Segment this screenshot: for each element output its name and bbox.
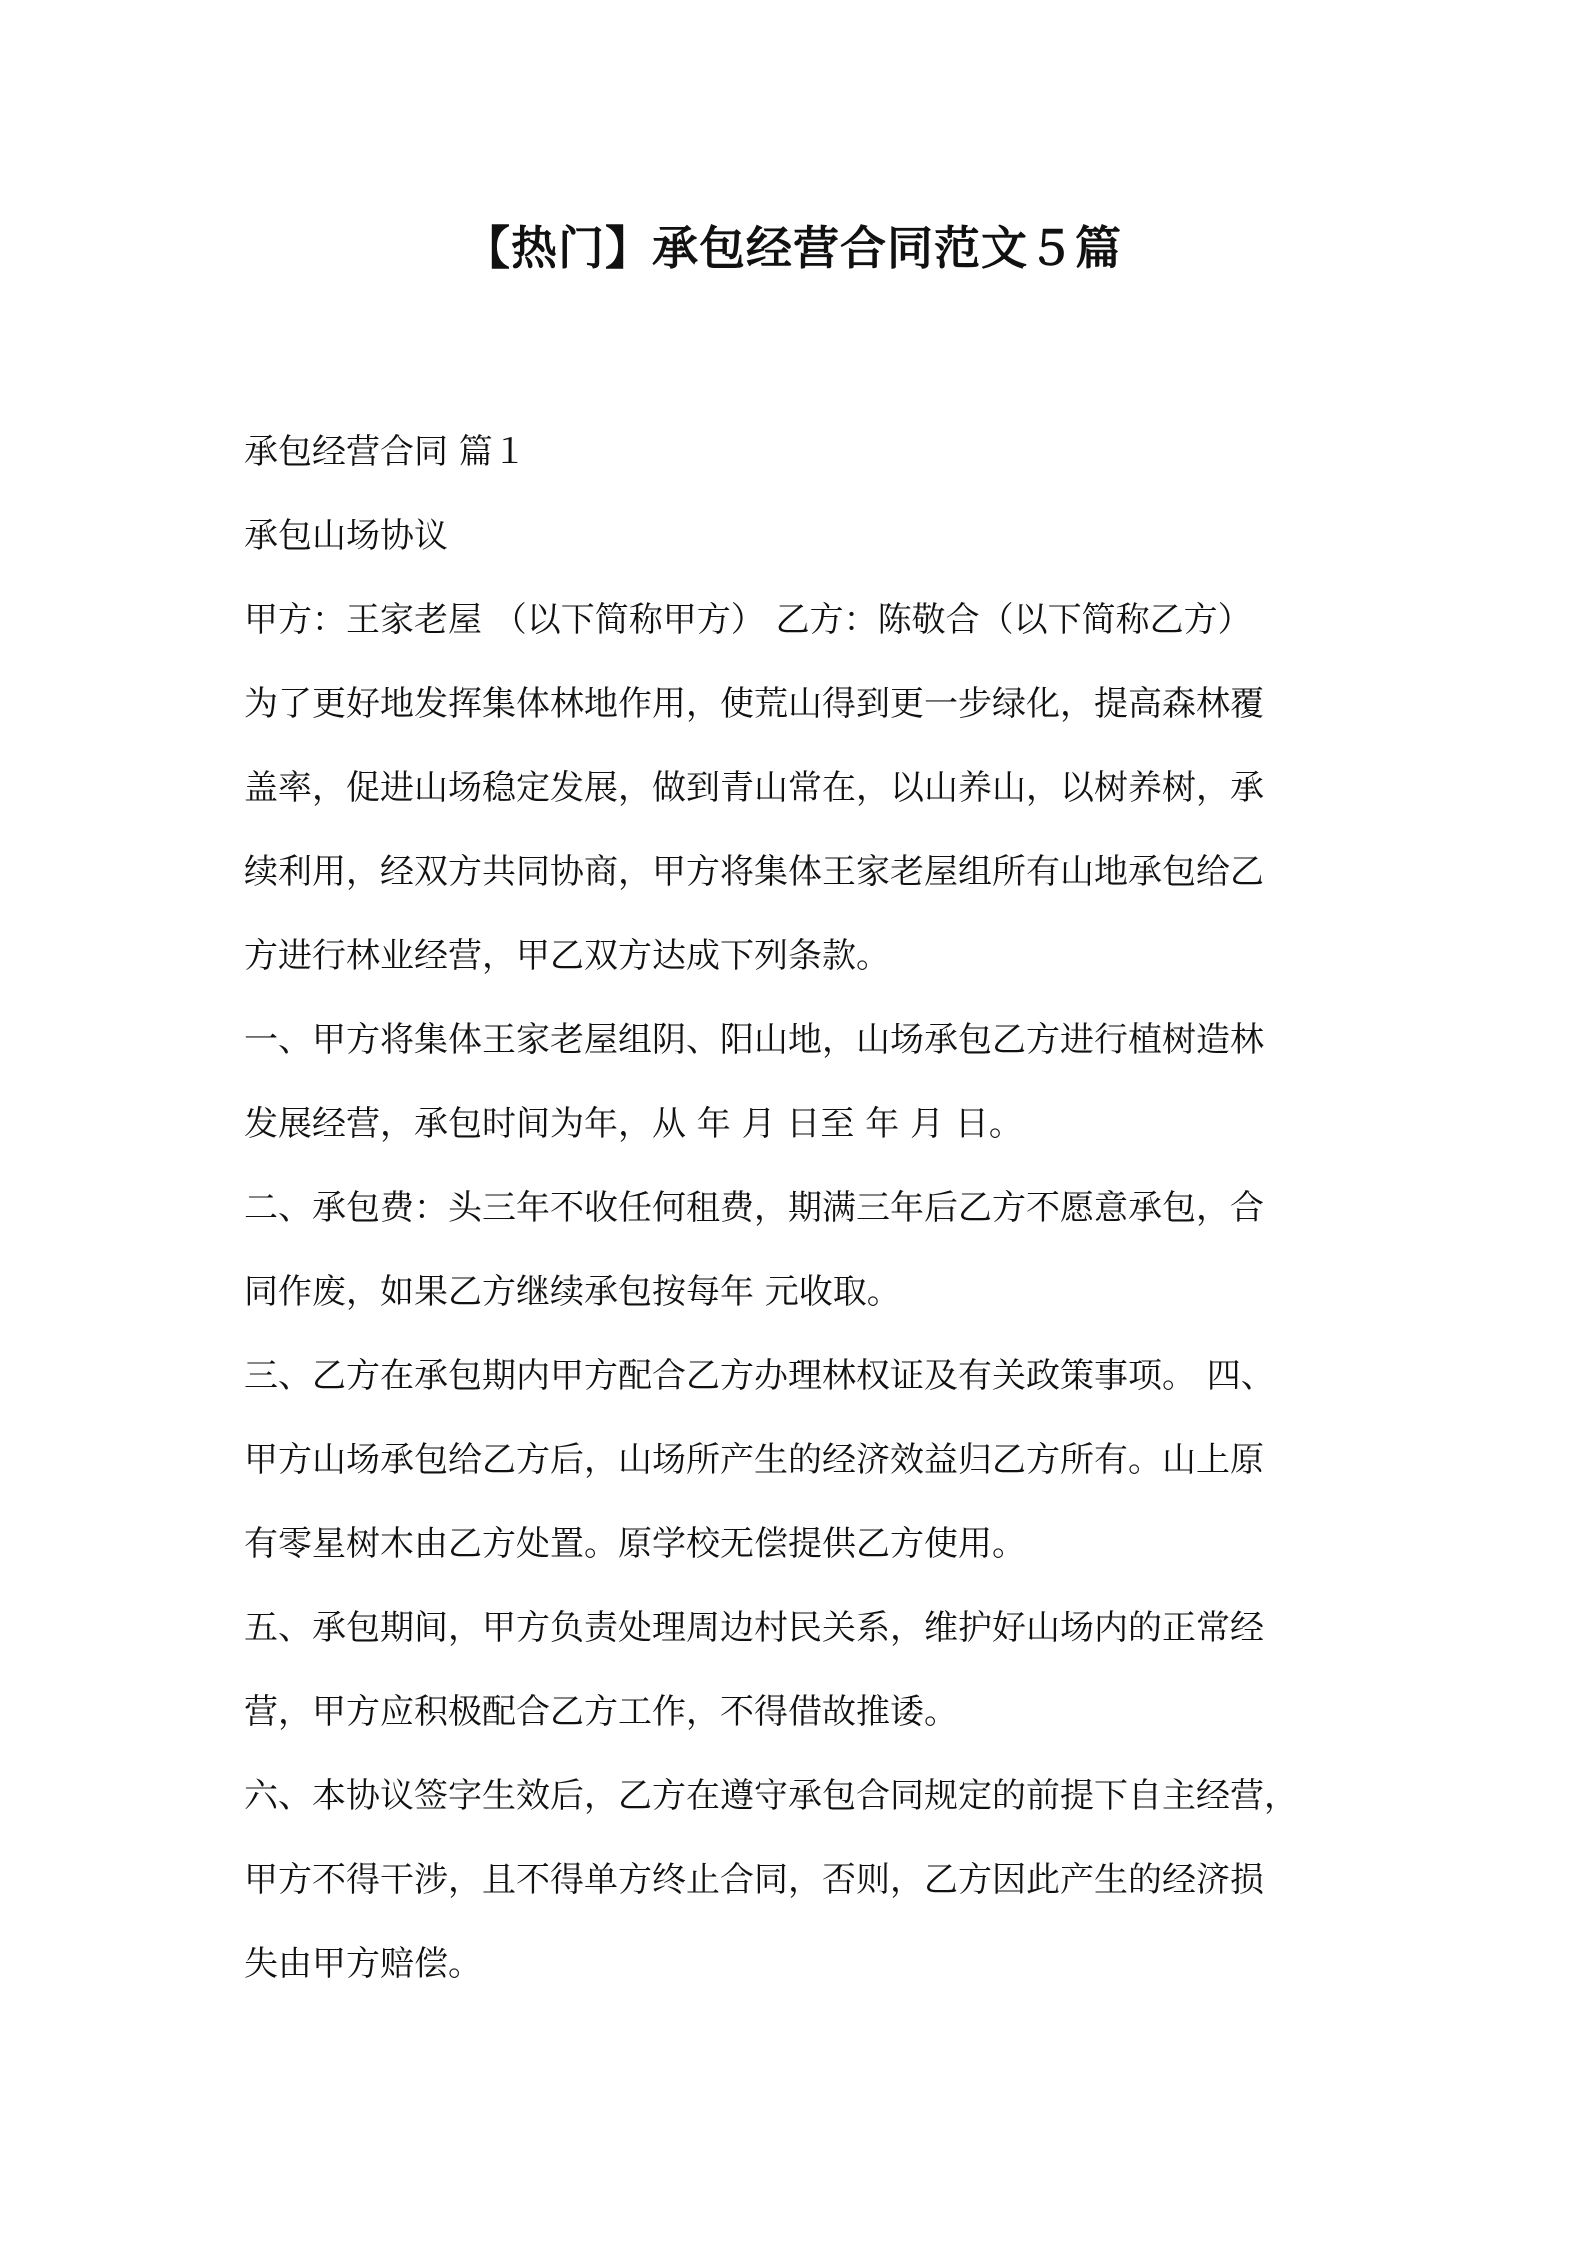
clause-line: 失由甲方赔偿。 — [244, 1944, 482, 1984]
parties-line: 甲方：王家老屋 （以下简称甲方） 乙方：陈敬合（以下简称乙方） — [244, 600, 1252, 640]
clause-line: 一、甲方将集体王家老屋组阴、阳山地，山场承包乙方进行植树造林 — [244, 1020, 1264, 1060]
document-body — [244, 410, 1354, 2006]
document-title: 【热门】承包经营合同范文５篇 — [464, 221, 1122, 275]
clause-line: 营，甲方应积极配合乙方工作，不得借故推诿。 — [244, 1692, 958, 1732]
clause-line: 六、本协议签字生效后，乙方在遵守承包合同规定的前提下自主经营， — [244, 1776, 1298, 1816]
body-line: 盖率，促进山场稳定发展，做到青山常在，以山养山，以树养树，承 — [244, 768, 1264, 808]
agreement-title: 承包山场协议 — [244, 516, 448, 556]
clause-line: 三、乙方在承包期内甲方配合乙方办理林权证及有关政策事项。 四、 — [244, 1356, 1275, 1396]
body-line: 续利用，经双方共同协商，甲方将集体王家老屋组所有山地承包给乙 — [244, 852, 1264, 892]
body-line: 为了更好地发挥集体林地作用，使荒山得到更一步绿化，提高森林覆 — [244, 684, 1264, 724]
body-line: 方进行林业经营，甲乙双方达成下列条款。 — [244, 936, 890, 976]
section-heading: 承包经营合同 篇１ — [244, 432, 527, 472]
clause-line: 发展经营，承包时间为年，从 年 月 日至 年 月 日。 — [244, 1104, 1023, 1144]
clause-line: 甲方不得干涉，且不得单方终止合同，否则，乙方因此产生的经济损 — [244, 1860, 1264, 1900]
clause-line: 同作废，如果乙方继续承包按每年 元收取。 — [244, 1272, 901, 1312]
clause-line: 有零星树木由乙方处置。原学校无偿提供乙方使用。 — [244, 1524, 1026, 1564]
clause-line: 甲方山场承包给乙方后，山场所产生的经济效益归乙方所有。山上原 — [244, 1440, 1264, 1480]
clause-line: 二、承包费：头三年不收任何租费，期满三年后乙方不愿意承包，合 — [244, 1188, 1264, 1228]
clause-line: 五、承包期间，甲方负责处理周边村民关系，维护好山场内的正常经 — [244, 1608, 1264, 1648]
